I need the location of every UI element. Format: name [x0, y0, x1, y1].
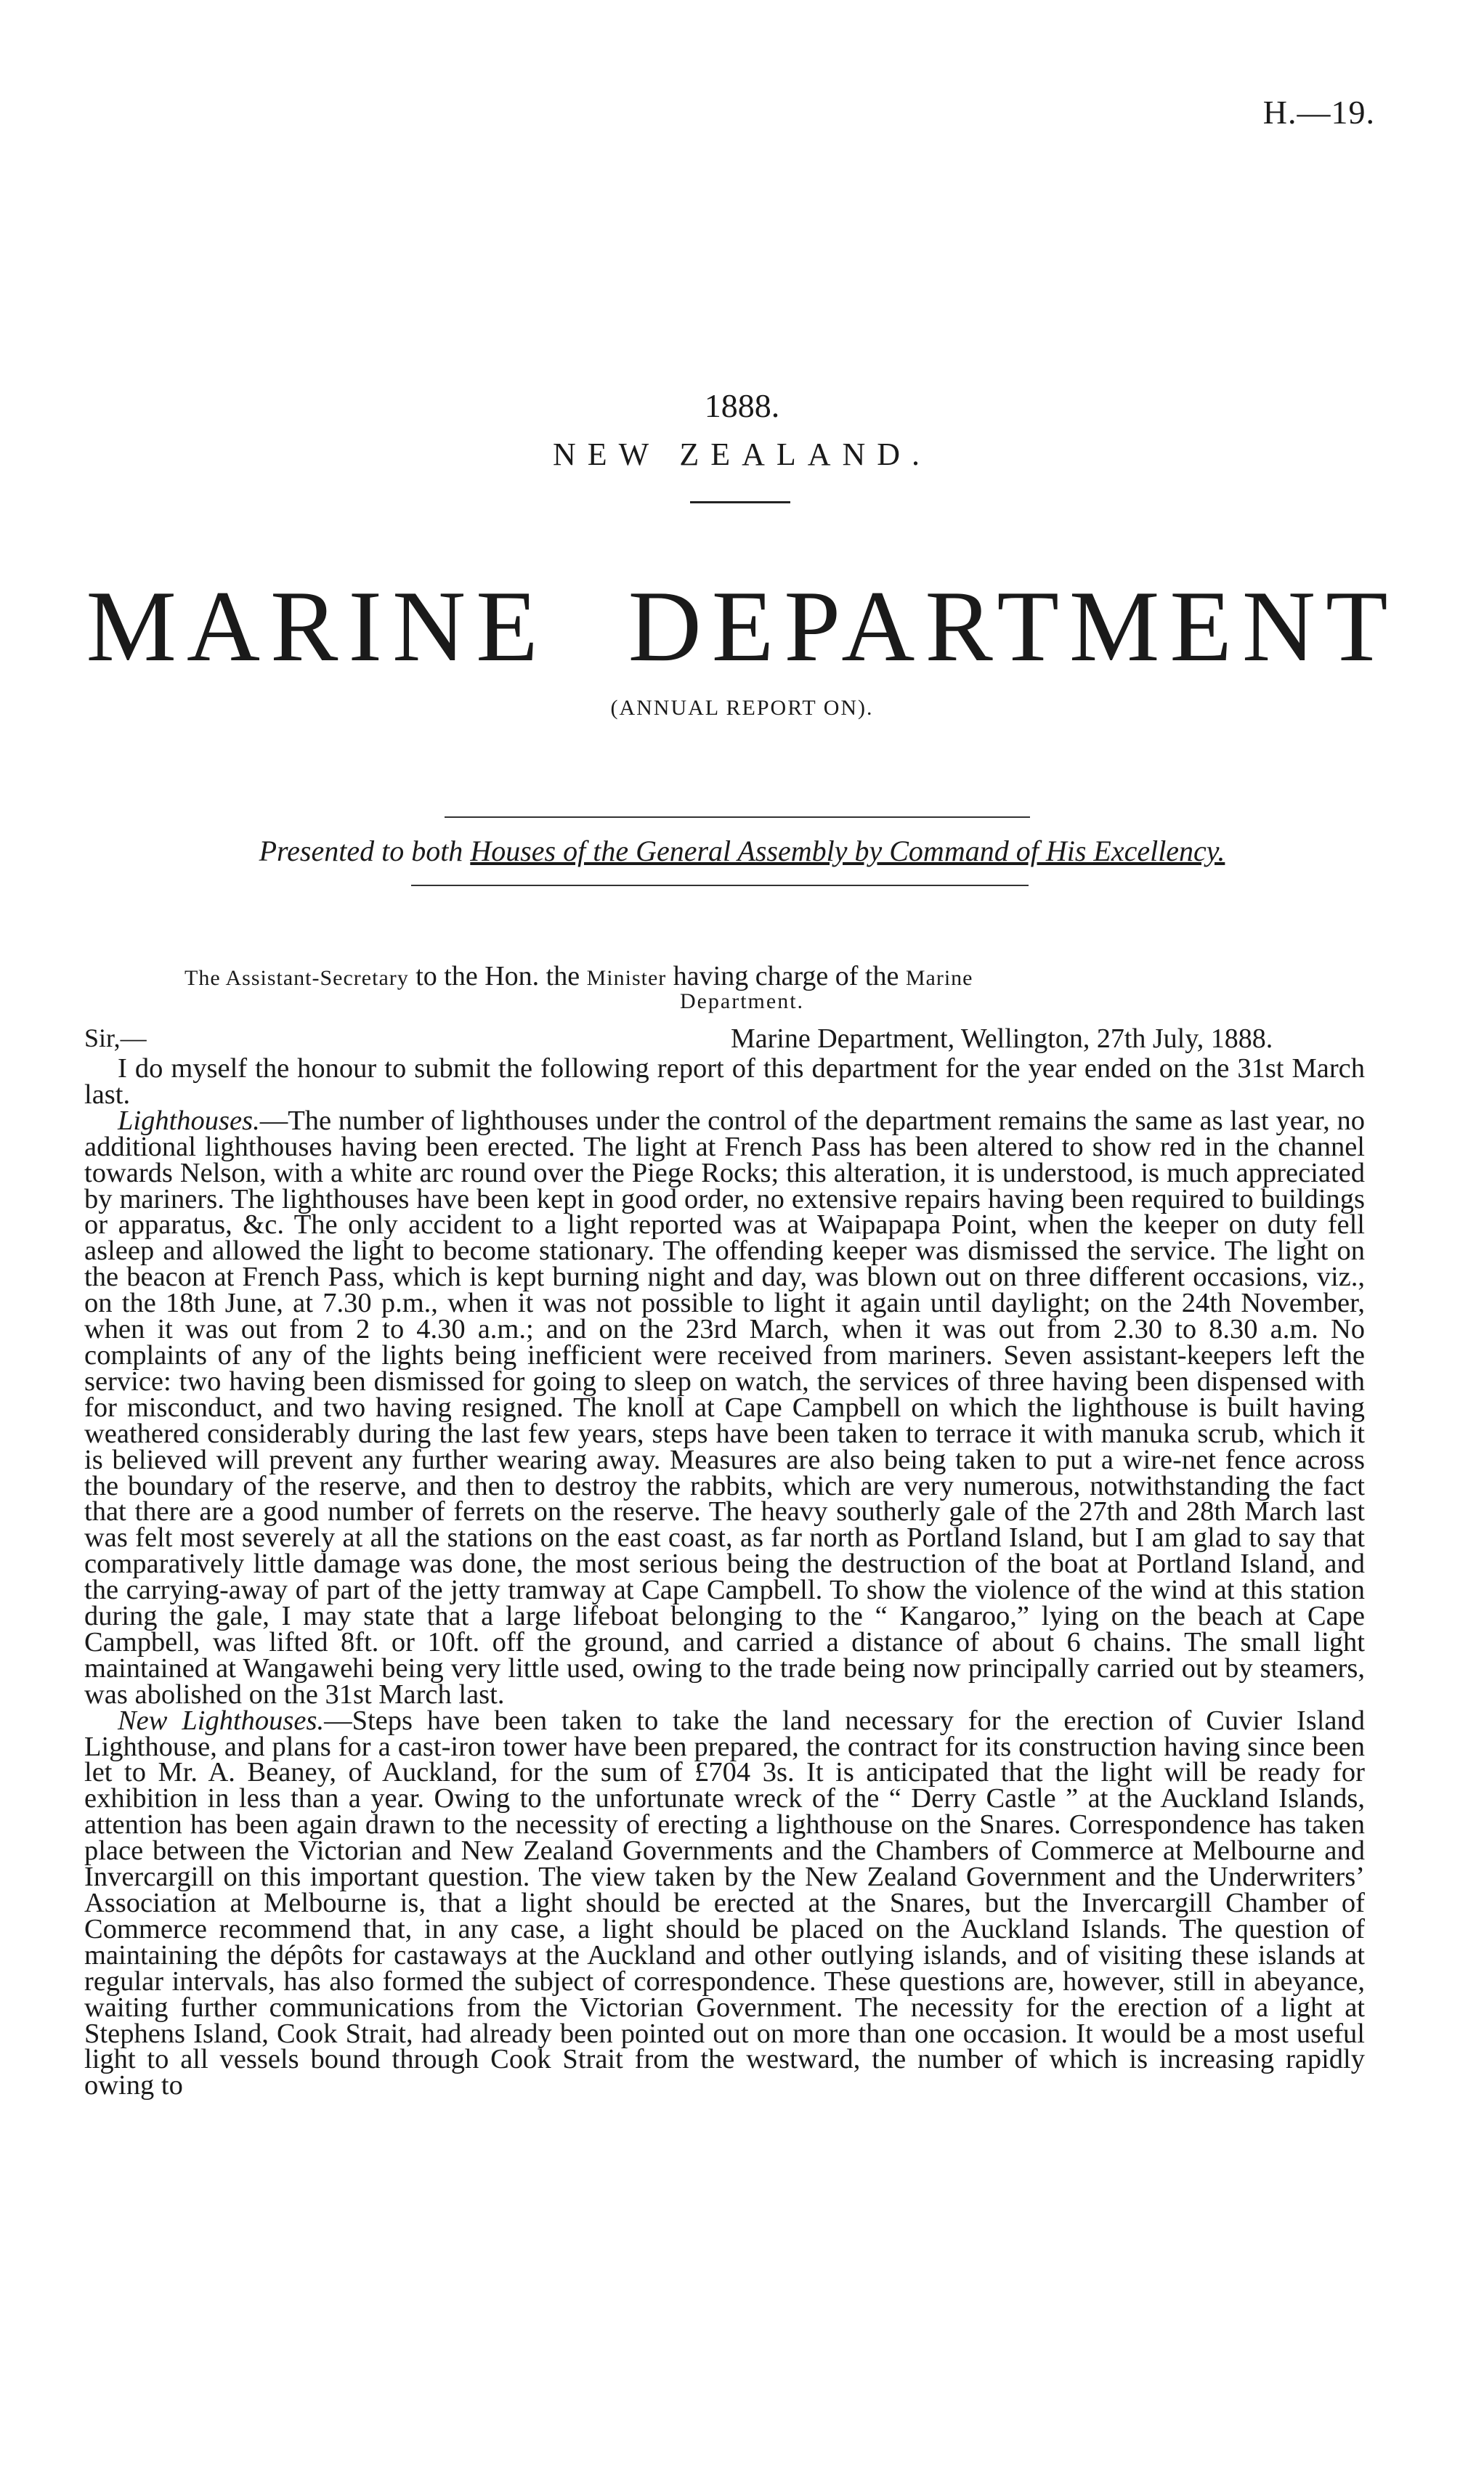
report-subtitle: (ANNUAL REPORT ON). — [610, 696, 874, 720]
address-charge: having charge of the — [673, 961, 899, 991]
heading-lighthouses: Lighthouses. — [118, 1105, 260, 1136]
text-lighthouses: —The number of lighthouses under the control of the department remains the same as last year, no additional lighthouses having been erected. The light at French Pass has been altered to show red in the channel towards Nelson, with a white arc round over the Piege Rocks; this alteration, it is understood, is much appreciated by mariners. The lighthouses have been kept in good order, no extensive repairs having been required to buildings or apparatus, &c. The only accident to a light reported was at Waipapapa Point, when the keeper on duty fell asleep and allowed the light to become stationary. The offending keeper was dismissed the service. The light on the beacon at French Pass, which is kept burning night and day, was blown out on three different occasions, viz., on the 18th June, at 7.30 p.m., when it was not possible to light it again until daylight; on the 24th November, when it was out from 2 to 4.30 a.m.; and on the 23rd March, when it was out from 2.30 to 8.30 a.m. No complaints of any of the lights being inefficient were received from mariners. Seven assistant-keepers left the service: two having been dismissed for going to sleep on watch, the services of three having been dispensed with for misconduct, and two having resigned. The knoll at Cape Campbell on which the lighthouse is built having weathered considerably during the last few years, steps have been taken to terrace it with manuka scrub, which it is believed will prevent any further wearing away. Measures are also being taken to put a wire-net fence across the boundary of the reserve, and then to destroy the rabbits, which are very numerous, notwithstanding the fact that there are a good number of ferrets on the reserve. The heavy southerly gale of the 27th and 28th March last was felt most severely at all the stations on the east coast, as far north as Portland Island, but I am glad to say that comparatively little damage was done, the most serious being the destruction of the boat at Portland Island, and the carrying-away of part of the jetty tramway at Cape Campbell. To show the violence of the wind at this station during the gale, I may state that a large lifeboat belonging to the “ Kangaroo,” lying on the beach at Cape Campbell, was lifted 8ft. or 10ft. off the ground, and carried a distance of about 6 chains. The small light maintained at Wangawehi being very little used, owing to the trade being now principally carried out by steamers, was abolished on the 31st March last. — [84, 1105, 1365, 1710]
report-year: 1888. — [704, 387, 780, 424]
presented-part-1: Presented to both — [259, 835, 463, 867]
page-reference: H.—19. — [1262, 94, 1375, 131]
paragraph-lighthouses — [84, 1105, 1365, 1710]
salutation: Sir,— — [84, 1023, 147, 1052]
country-heading: NEW ZEALAND. — [552, 437, 932, 472]
address-marine: Marine — [905, 966, 973, 990]
paragraph-new-lighthouses — [84, 1705, 1366, 2101]
address-line — [185, 960, 1347, 992]
divider-upper — [445, 816, 1030, 818]
divider-lower — [411, 885, 1029, 886]
dateline: Marine Department, Wellington, 27th July, 1888. — [731, 1023, 1273, 1054]
address-to: to the Hon. the — [415, 961, 580, 991]
title-word-department: DEPARTMENT — [628, 570, 1398, 683]
divider-short — [690, 501, 790, 503]
address-department: Department. — [679, 989, 805, 1013]
address-minister: Minister — [586, 966, 667, 990]
presented-part-2: Houses of the General Assembly by Command of His Excellency. — [470, 835, 1225, 867]
presented-line — [0, 834, 1484, 868]
address-from: The Assistant-Secretary — [185, 966, 409, 990]
text-new-lighthouses: —Steps have been taken to take the land necessary for the erection of Cuvier Island Lighthouse, and plans for a cast-iron tower have been prepared, the contract for its construction having since been let to Mr. A. Beaney, of Auckland, for the sum of £704 3s. It is anticipated that the light will be ready for exhibition in less than a year. Owing to the unfortunate wreck of the “ Derry Castle ” at the Auckland Islands, attention has been again drawn to the necessity of erecting a lighthouse on the Snares. Correspondence has taken place between the Victorian and New Zealand Governments and the Chambers of Commerce at Melbourne and Invercargill on this important question. The view taken by the New Zealand Government and the Underwriters’ Association at Melbourne is, that a light should be erected at the Snares, but the Invercargill Chamber of Commerce recommend that, in any case, a light should be placed on the Auckland Islands. The question of maintaining the dépôts for castaways at the Auckland and other outlying islands, and of visiting these islands at regular intervals, has also formed the subject of correspondence. These questions are, however, still in abeyance, waiting further communications from the Victorian Government. The necessity for the erection of a light at Stephens Island, Cook Strait, had already been pointed out on more than one occasion. It would be a most useful light to all vessels bound through Cook Strait from the westward, the number of which is increasing rapidly owing to — [84, 1705, 1366, 2101]
heading-new-lighthouses: New Lighthouses. — [118, 1705, 325, 1736]
title-word-marine: MARINE — [86, 570, 548, 683]
report-body — [84, 1053, 1366, 2101]
report-title — [0, 568, 1484, 685]
paragraph-intro: I do myself the honour to submit the following report of this department for the year ended on the 31st March last. — [84, 1053, 1365, 1110]
